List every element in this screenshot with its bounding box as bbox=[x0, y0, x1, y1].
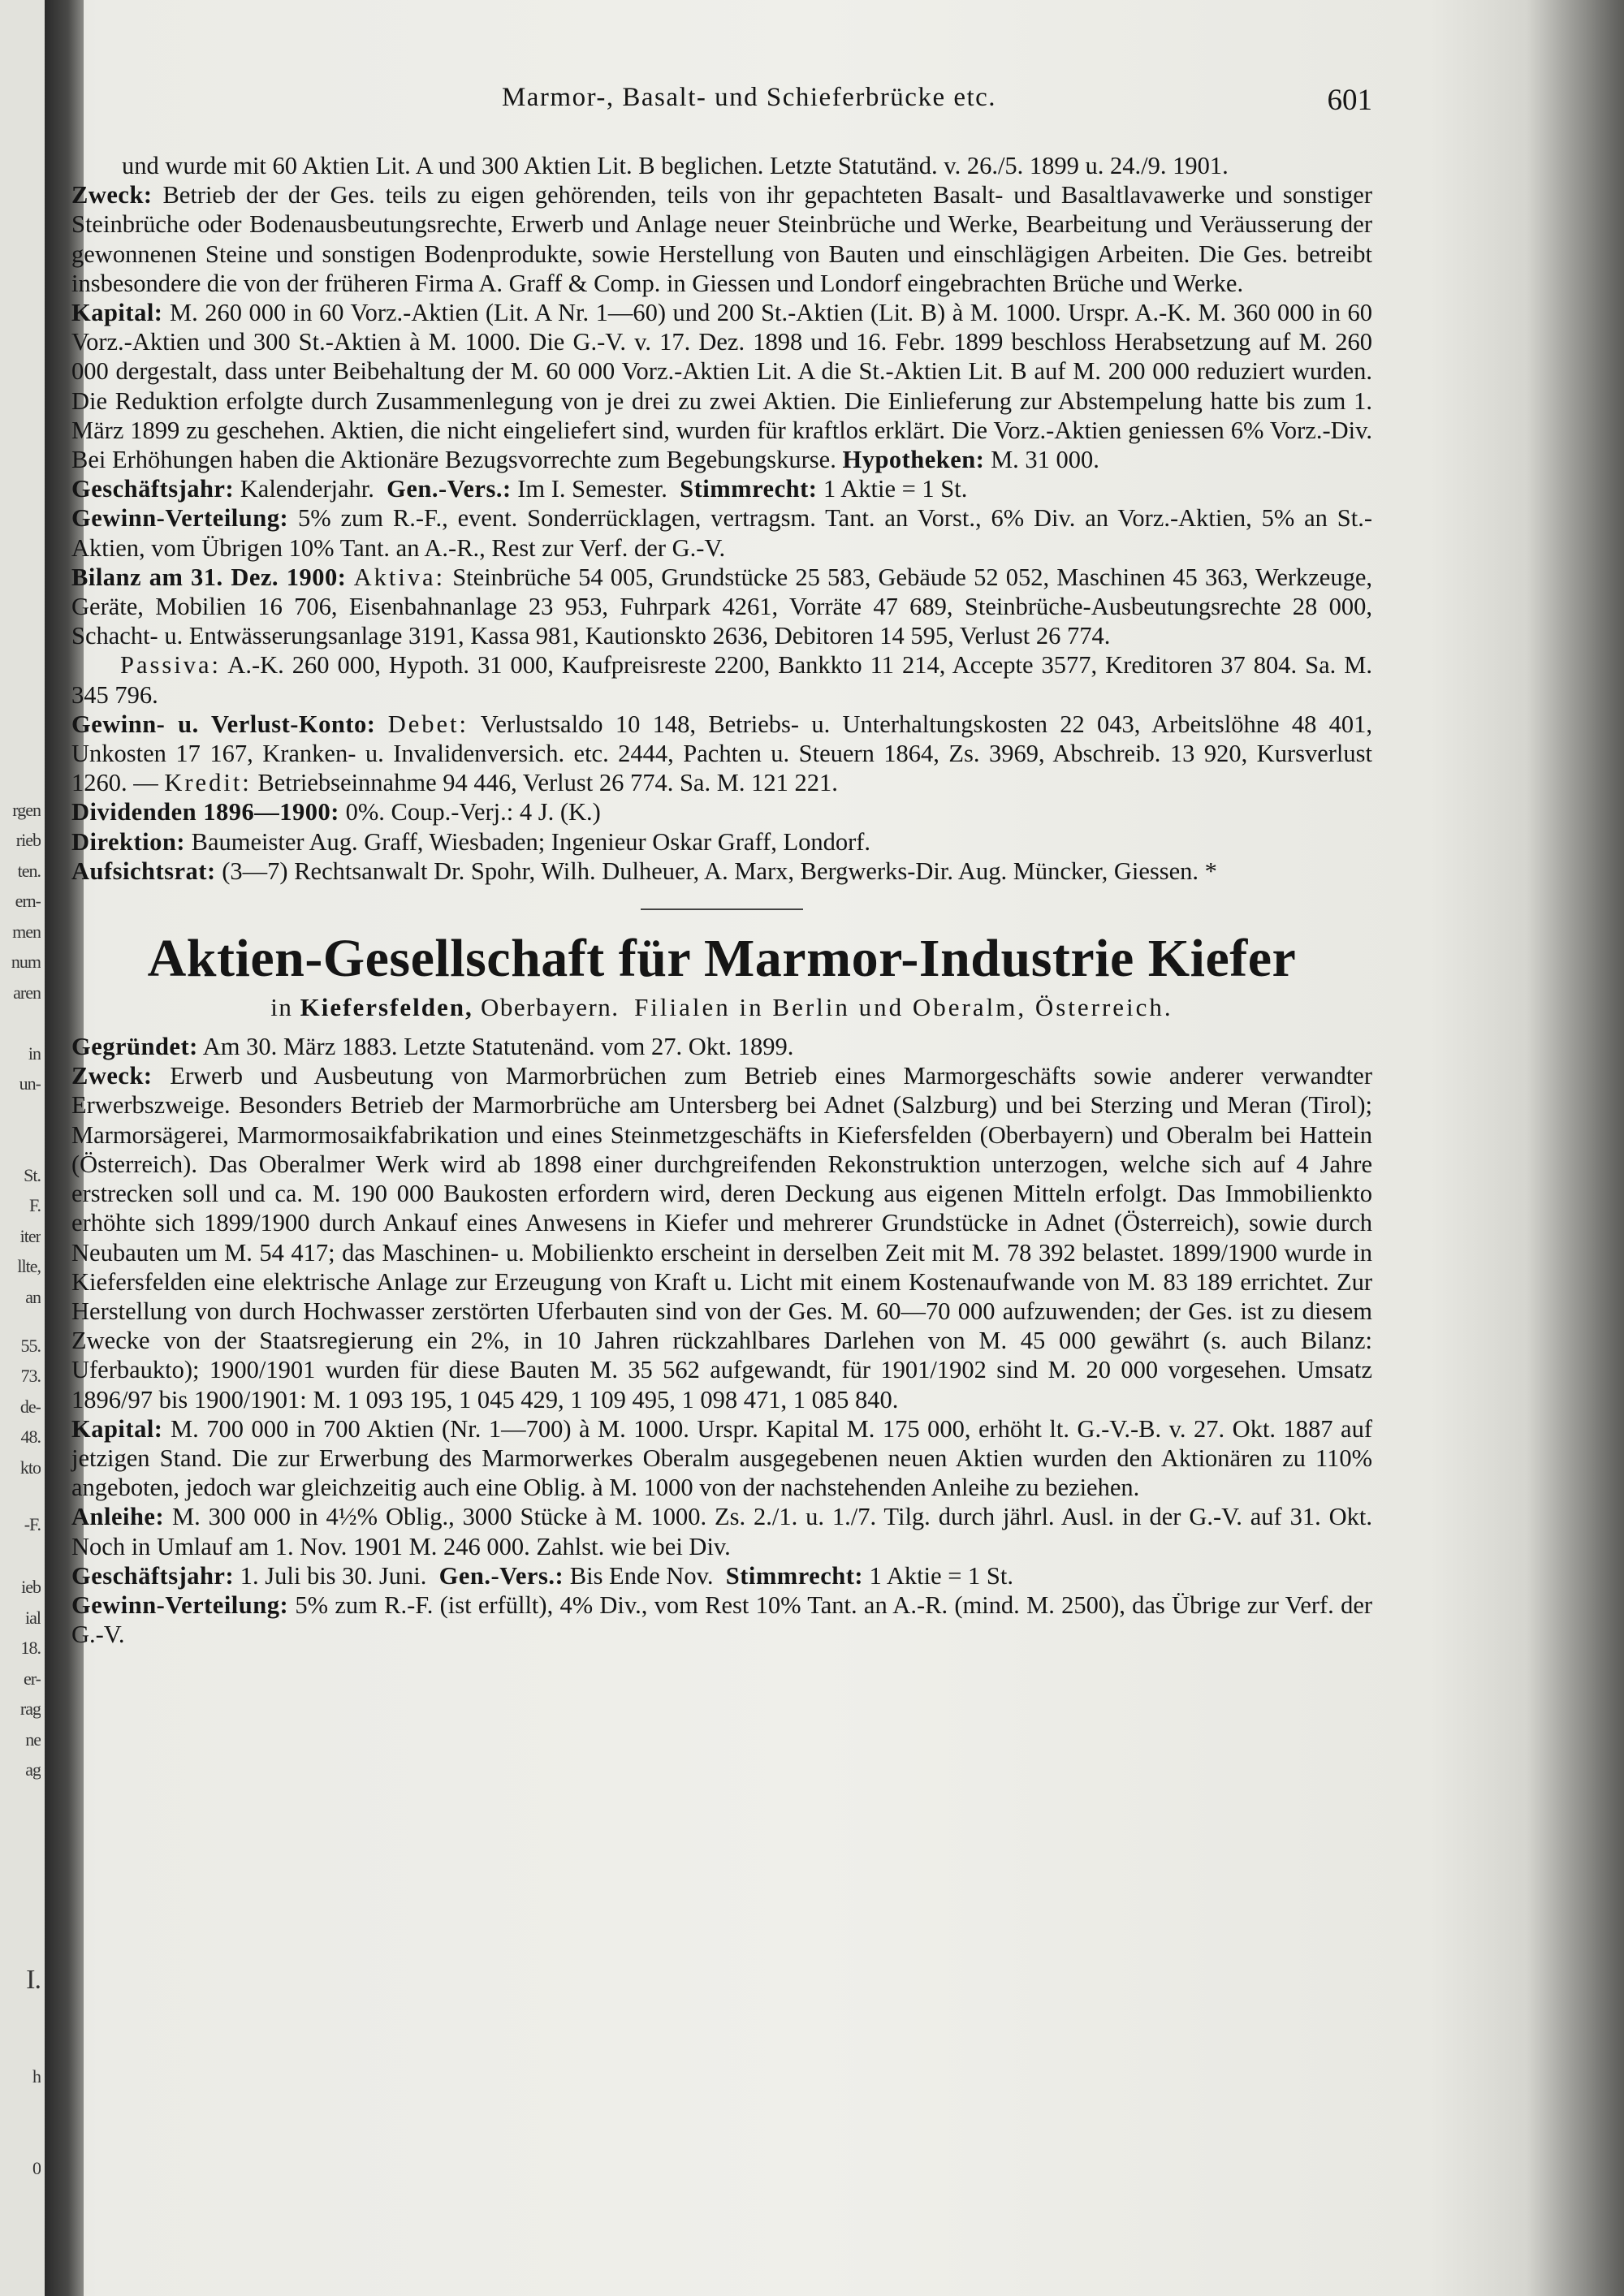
zweck-text: Betrieb der der Ges. teils zu eigen gehörenden, teils von ihr gepachteten Basalt- und Basaltlavawerke und sonstiger Steinbrüche oder Bodenausbeutungsrechte, Erwerb und Anlage neuer Steinbrüche und Werke, Bearbeitung und Veräusserung der gewonnenen Steine und sonstigen Bodenprodukte, sowie Herstellung von Bauten und einschlägigen Arbeiten. Die Ges. betreibt insbesondere die von der früheren Firma A. Graff & Comp. in Giessen und Londorf eingebrachten Brüche und Werke. bbox=[71, 181, 1373, 297]
kredit-label: Kredit: bbox=[164, 769, 252, 797]
margin-fragment: men bbox=[12, 921, 41, 942]
geschaeftsjahr-label: Geschäftsjahr: bbox=[71, 1561, 235, 1590]
anleihe-label: Anleihe: bbox=[71, 1503, 165, 1531]
geschaeftsjahr-text: 1. Juli bis 30. Juni. bbox=[240, 1561, 427, 1590]
entry1-gewinn bbox=[71, 503, 1372, 562]
genvers-label: Gen.-Vers.: bbox=[387, 475, 512, 503]
page-number: 601 bbox=[1327, 84, 1372, 117]
gewinn-label: Gewinn-Verteilung: bbox=[71, 1590, 289, 1619]
margin-fragment: ern- bbox=[15, 891, 41, 911]
entry1-kapital bbox=[71, 298, 1372, 474]
page-header bbox=[126, 83, 1372, 119]
direktion-text: Baumeister Aug. Graff, Wiesbaden; Ingenieur Oskar Graff, Londorf. bbox=[191, 827, 871, 856]
stimmrecht-label: Stimmrecht: bbox=[725, 1561, 864, 1590]
aktiva-text: Steinbrüche 54 005, Grundstücke 25 583, Gebäude 52 052, Maschinen 45 363, Werkzeuge, Geräte, Mobilien 16 706, Eisenbahnanlage 23 953, Fuhrpark 4261, Vorräte 47 689, Steinbrüche-Ausbeutungsrechte 28 000, Schacht- u. Entwässerungsanlage 3191, Kassa 981, Kautionskto 2636, Debitoren 14 595, Verlust 26 774. bbox=[71, 563, 1372, 650]
gewinn-text: 5% zum R.-F., event. Sonderrücklagen, vertragsm. Tant. an Vorst., 6% Div. an Vorz.-Aktien, 5% an St.-Aktien, vom Übrigen 10% Tant. an A.-R., Rest zur Verf. der G.-V. bbox=[71, 504, 1372, 562]
stimmrecht-text: 1 Aktie = 1 St. bbox=[869, 1561, 1013, 1590]
margin-fragment: ieb bbox=[21, 1577, 41, 1597]
entry2-gegruendet bbox=[71, 1032, 1372, 1061]
entry1-geschaeftsjahr bbox=[71, 474, 1372, 503]
entry2-geschaeftsjahr bbox=[71, 1561, 1372, 1590]
entry1-intro bbox=[71, 151, 1372, 180]
margin-fragment: er- bbox=[24, 1668, 41, 1689]
kapital-label: Kapital: bbox=[71, 299, 163, 327]
stimmrecht-text: 1 Aktie = 1 St. bbox=[823, 475, 968, 503]
guv-label: Gewinn- u. Verlust-Konto: bbox=[71, 710, 376, 738]
margin-fragment: 73. bbox=[20, 1366, 41, 1386]
gewinn-text: 5% zum R.-F. (ist erfüllt), 4% Div., vom Rest 10% Tant. an A.-R. (mind. M. 2500), das Übrige zur Verf. der G.-V. bbox=[71, 1590, 1373, 1649]
zweck-label: Zweck: bbox=[71, 181, 153, 209]
geschaeftsjahr-label: Geschäftsjahr: bbox=[71, 475, 235, 503]
entry1-dividenden bbox=[71, 797, 1372, 826]
entry1-guv bbox=[71, 710, 1372, 798]
entry1-direktion bbox=[71, 827, 1372, 857]
debet-label: Debet: bbox=[387, 710, 469, 738]
aufsichtsrat-label: Aufsichtsrat: bbox=[71, 857, 216, 885]
margin-fragment: in bbox=[28, 1043, 41, 1064]
margin-fragment: rieb bbox=[15, 830, 41, 850]
margin-fragment: rgen bbox=[12, 800, 41, 820]
stimmrecht-label: Stimmrecht: bbox=[680, 475, 818, 503]
margin-fragment: 55. bbox=[20, 1336, 41, 1356]
passiva-label: Passiva: bbox=[120, 651, 221, 680]
hypotheken-label: Hypotheken: bbox=[842, 446, 985, 474]
facing-page-edge bbox=[0, 0, 45, 2296]
sub-filialen: Filialen in Berlin und Oberalm, Österreich. bbox=[634, 993, 1173, 1022]
debet-text: Verlustsaldo 10 148, Betriebs- u. Unterhaltungskosten 22 043, Arbeitslöhne 48 401, Unkosten 17 167, Kranken- u. Invalidenversich. etc. 2444, Pachten u. Steuern 1864, Zs. 3969, Abschreib. 13 920, Kursverlust 1260. — bbox=[71, 710, 1373, 797]
gewinn-label: Gewinn-Verteilung: bbox=[71, 504, 289, 533]
gegruendet-label: Gegründet: bbox=[71, 1033, 198, 1061]
margin-fragment: ne bbox=[25, 1729, 41, 1750]
kapital-label: Kapital: bbox=[71, 1414, 163, 1443]
margin-fragment: ten. bbox=[17, 861, 41, 881]
zweck-text: Erwerb und Ausbeutung von Marmorbrüchen zum Betrieb eines Marmorgeschäfts sowie anderer verwandter Erwerbszweige. Besonders Betrieb der Marmorbrüche am Untersberg bei Adnet (Salzburg) und bei Sterzing und Meran (Tirol); Marmorsägerei, Marmormosaikfabrikation und eines Steinmetzgeschäfts in Kiefersfelden (Oberbayern) und Oberalm bei Hattein (Österreich). Das Oberalmer Werk wird ab 1898 einer durchgreifenden Rekonstruktion unterzogen, welche sich auf 4 Jahre erstrecken soll und ca. M. 190 000 Baukosten erfordern wird, deren Deckung aus eigenen Mitteln erfolgt. Das Immobilienkto erhöhte sich 1899/1900 durch Ankauf eines Anwesens in Kiefer und mehrerer Grundstücke in Adnet (Österreich), sowie durch Neubauten um M. 54 417; das Maschinen- u. Mobilienkto erscheint in derselben Zeit mit M. 78 392 belastet. 1899/1900 wurde in Kiefersfelden eine elektrische Anlage zur Erzeugung von Kraft u. Licht mit einem Kostenaufwande von M. 83 189 errichtet. Zur Herstellung von durch Hochwasser zerstörten Uferbauten sind von der Ges. M. 60—70 000 aufzuwenden; der Ges. ist zu diesem Zwecke von der Staatsregierung ein 2%, in 10 Jahren rückzahlbares Darlehen von M. 45 000 gewährt (s. auch Bilanz: Uferbaukto); 1900/1901 wurden für diese Bauten M. 35 562 aufgewandt, für 1901/1902 sind M. 20 000 vorgesehen. Umsatz 1896/97 bis 1900/1901: M. 1 093 195, 1 045 429, 1 109 495, 1 098 471, 1 085 840. bbox=[71, 1062, 1372, 1413]
kredit-text: Betriebseinnahme 94 446, Verlust 26 774. Sa. M. 121 221. bbox=[257, 769, 838, 797]
margin-fragment: h bbox=[32, 2066, 41, 2087]
text-column bbox=[71, 151, 1372, 1649]
kapital-text: M. 700 000 in 700 Aktien (Nr. 1—700) à M. 1000. Urspr. Kapital M. 175 000, erhöht lt. G.-V.-B. v. 27. Okt. 1887 auf jetzigen Stand. Die zur Erwerbung des Marmorwerkes Oberalm ausgegebenen neuen Aktien wurden den Aktionären zu 110% angeboten, jedoch war gleichzeitig auch eine Oblig. à M. 1000 von der nachstehenden Anleihe zu beziehen. bbox=[71, 1414, 1373, 1502]
passiva-text: A.-K. 260 000, Hypoth. 31 000, Kaufpreisreste 2200, Bankkto 11 214, Accepte 3577, Kreditoren 37 804. Sa. M. 345 796. bbox=[71, 651, 1372, 709]
entry2-zweck bbox=[71, 1061, 1372, 1413]
bilanz-label: Bilanz am 31. Dez. 1900: bbox=[71, 563, 347, 591]
entry2-gewinn bbox=[71, 1590, 1372, 1649]
company-title: Aktien-Gesellschaft für Marmor-Industrie Kiefer bbox=[147, 929, 1297, 989]
genvers-text: Im I. Semester. bbox=[517, 475, 667, 503]
margin-fragment: ial bbox=[25, 1608, 41, 1628]
dividenden-text: 0%. Coup.-Verj.: 4 J. (K.) bbox=[345, 798, 601, 826]
entry1-bilanz bbox=[71, 563, 1372, 651]
aufsichtsrat-text: (3—7) Rechtsanwalt Dr. Spohr, Wilh. Dulheuer, A. Marx, Bergwerks-Dir. Aug. Müncker, Giessen. * bbox=[222, 857, 1217, 885]
running-head: Marmor-, Basalt- und Schieferbrücke etc. bbox=[501, 83, 997, 112]
margin-fragment: llte, bbox=[17, 1256, 41, 1276]
genvers-text: Bis Ende Nov. bbox=[569, 1561, 714, 1590]
zweck-label: Zweck: bbox=[71, 1062, 153, 1090]
genvers-label: Gen.-Vers.: bbox=[438, 1561, 564, 1590]
entry1-zweck bbox=[71, 180, 1372, 298]
entry1-passiva bbox=[71, 650, 1372, 709]
margin-fragment: I. bbox=[26, 1965, 41, 1995]
section-divider bbox=[641, 908, 803, 910]
page-edge-shadow bbox=[1527, 0, 1624, 2296]
direktion-label: Direktion: bbox=[71, 827, 185, 856]
margin-fragment: rag bbox=[19, 1698, 41, 1719]
margin-fragment: de- bbox=[19, 1396, 41, 1417]
hypotheken-text: M. 31 000. bbox=[991, 446, 1099, 474]
margin-fragment: iter bbox=[19, 1226, 41, 1246]
entry2-kapital bbox=[71, 1414, 1372, 1503]
entry2-anleihe bbox=[71, 1502, 1372, 1560]
sub-region: Oberbayern. bbox=[481, 993, 620, 1022]
margin-fragment: an bbox=[25, 1287, 41, 1307]
sub-in: in bbox=[270, 993, 293, 1022]
entry1-intro-text: und wurde mit 60 Aktien Lit. A und 300 Aktien Lit. B beglichen. Letzte Statutänd. v. 26./5. 1899 u. 24./9. 1901. bbox=[122, 152, 1229, 179]
margin-fragment: 18. bbox=[20, 1638, 41, 1658]
margin-fragment: St. bbox=[24, 1165, 41, 1185]
company-subtitle bbox=[71, 993, 1372, 1022]
margin-fragment: 48. bbox=[20, 1426, 41, 1447]
margin-fragment: ag bbox=[25, 1759, 41, 1780]
aktiva-label: Aktiva: bbox=[353, 563, 446, 591]
geschaeftsjahr-text: Kalenderjahr. bbox=[240, 475, 374, 503]
kapital-text: M. 260 000 in 60 Vorz.-Aktien (Lit. A Nr. 1—60) und 200 St.-Aktien (Lit. B) à M. 1000. Urspr. A.-K. M. 360 000 in 60 Vorz.-Aktien und 300 St.-Aktien à M. 1000. Die G.-V. v. 17. Dez. 1898 und 16. Febr. 1899 beschloss Herabsetzung auf M. 260 000 dergestalt, dass unter Beibehaltung der M. 60 000 Vorz.-Aktien Lit. A die St.-Aktien Lit. B auf M. 200 000 reduziert wurden. Die Reduktion erfolgte durch Zusammenlegung von je drei zu zwei Aktien. Die Einlieferung zur Abstempelung hatte bis zum 1. März 1899 zu geschehen. Aktien, die nicht eingeliefert sind, wurden für kraftlos erklärt. Die Vorz.-Aktien geniessen 6% Vorz.-Div. Bei Erhöhungen haben die Aktionäre Bezugsvorrechte zum Begebungskurse. bbox=[71, 299, 1372, 474]
margin-fragment: kto bbox=[19, 1457, 41, 1478]
margin-fragment: 0 bbox=[32, 2158, 41, 2178]
dividenden-label: Dividenden 1896—1900: bbox=[71, 798, 339, 826]
margin-fragment: num bbox=[11, 952, 41, 972]
margin-fragment: F. bbox=[29, 1195, 41, 1215]
margin-fragment: un- bbox=[19, 1073, 41, 1094]
gegruendet-text: Am 30. März 1883. Letzte Statutenänd. vom 27. Okt. 1899. bbox=[202, 1033, 794, 1061]
margin-fragment: -F. bbox=[24, 1514, 41, 1534]
entry1-aufsichtsrat bbox=[71, 857, 1372, 886]
margin-fragment: aren bbox=[13, 982, 41, 1003]
anleihe-text: M. 300 000 in 4½% Oblig., 3000 Stücke à M. 1000. Zs. 2./1. u. 1./7. Tilg. durch jährl. Ausl. in der G.-V. auf 31. Okt. Noch in Umlauf am 1. Nov. 1901 M. 246 000. Zahlst. wie bei Div. bbox=[71, 1503, 1372, 1560]
sub-place: Kiefersfelden, bbox=[300, 993, 473, 1022]
